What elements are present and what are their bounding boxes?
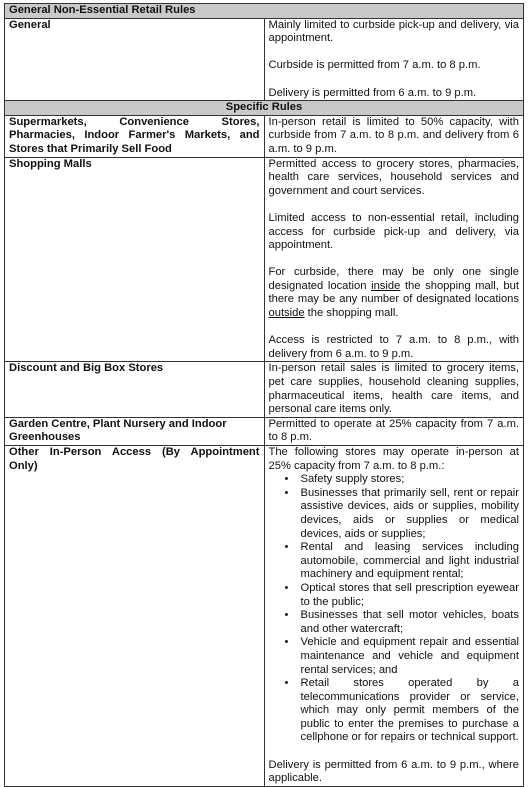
spacer	[269, 745, 520, 759]
list-item: • Optical stores that sell prescription eyewear to the public;	[301, 582, 520, 609]
malls-p3-outside: outside	[268, 307, 305, 320]
row-content-big-box: In-person retail sales is limited to grocery items, pet care supplies, household cleaning supplies, pharmaceutical items, health care items, and personal care items only.	[264, 362, 524, 417]
table-row-shopping-malls	[5, 157, 524, 362]
malls-paragraph-3	[269, 266, 520, 320]
table-title: General Non-Essential Retail Rules	[5, 4, 524, 19]
row-content-shopping-malls	[264, 157, 524, 362]
list-item: • Businesses that primarily sell, rent or repair assistive devices, aids or supplies, mobility devices, aids or supplies or medical devices, aids or supplies;	[301, 487, 520, 541]
row-label-other-access: Other In-Person Access (By Appointment Only)	[5, 446, 265, 787]
malls-p3-part-b: the shopping mall, but there may be any number of designated locations	[268, 279, 519, 306]
table-header-row	[5, 4, 524, 19]
malls-p3-inside: inside	[371, 279, 401, 292]
malls-paragraph-4: Access is restricted to 7 a.m. to 8 p.m., with delivery from 6 a.m. to 9 p.m.	[268, 334, 519, 360]
general-line-1: Mainly limited to curbside pick-up and delivery, via appointment.	[268, 18, 519, 45]
general-line-2: Curbside is permitted from 7 a.m. to 8 p.m.	[268, 59, 481, 72]
row-label-shopping-malls: Shopping Malls	[5, 157, 265, 362]
table-row-big-box	[5, 362, 524, 417]
table-row-garden-centre	[5, 417, 524, 445]
table-row-supermarkets	[5, 115, 524, 157]
row-label-general: General	[5, 18, 265, 101]
row-content-garden-centre: Permitted to operate at 25% capacity from 7 a.m. to 8 p.m.	[264, 417, 524, 445]
table-row-other-access	[5, 446, 524, 787]
other-access-outro: Delivery is permitted from 6 a.m. to 9 p.m., where applicable.	[268, 758, 519, 785]
other-access-intro: The following stores may operate in-person at 25% capacity from 7 a.m. to 8 p.m.:	[268, 446, 519, 472]
list-item: • Safety supply stores;	[301, 473, 520, 487]
malls-p3-part-c: the shopping mall.	[304, 307, 399, 320]
malls-paragraph-2: Limited access to non-essential retail, including access for curbside pick-up and delivery, via appointment.	[268, 211, 519, 252]
table-row-general	[5, 18, 524, 101]
specific-rules-header-row	[5, 101, 524, 116]
specific-rules-title: Specific Rules	[5, 101, 524, 116]
malls-paragraph-1: Permitted access to grocery stores, pharmacies, health care services, household services and government and court services.	[268, 157, 519, 197]
row-content-supermarkets: In-person retail is limited to 50% capacity, with curbside from 7 a.m. to 8 p.m. and delivery from 6 a.m. to 9 p.m.	[264, 115, 524, 157]
list-item: • Rental and leasing services including automobile, commercial and light industrial machinery and equipment rental;	[301, 541, 520, 582]
list-item: • Retail stores operated by a telecommunications provider or service, which may only permit members of the public to enter the premises to purchase a cellphone or for repairs or technical support.	[301, 677, 520, 745]
list-item: • Businesses that sell motor vehicles, boats and other watercraft;	[301, 609, 520, 636]
other-access-list	[269, 473, 520, 745]
row-label-supermarkets: Supermarkets, Convenience Stores, Pharmacies, Indoor Farmer's Markets, and Stores that Primarily Sell Food	[5, 115, 265, 157]
row-label-big-box: Discount and Big Box Stores	[5, 362, 265, 417]
general-line-3: Delivery is permitted from 6 a.m. to 9 p.m.	[268, 86, 477, 99]
row-content-other-access	[264, 446, 524, 787]
malls-p3-part-a: For curbside, there may be only one single designated location	[268, 266, 519, 292]
retail-rules-table	[4, 3, 524, 787]
row-label-garden-centre: Garden Centre, Plant Nursery and Indoor Greenhouses	[5, 417, 265, 445]
row-content-general	[264, 18, 524, 101]
list-item: • Vehicle and equipment repair and essential maintenance and vehicle and equipment rental services; and	[301, 636, 520, 677]
